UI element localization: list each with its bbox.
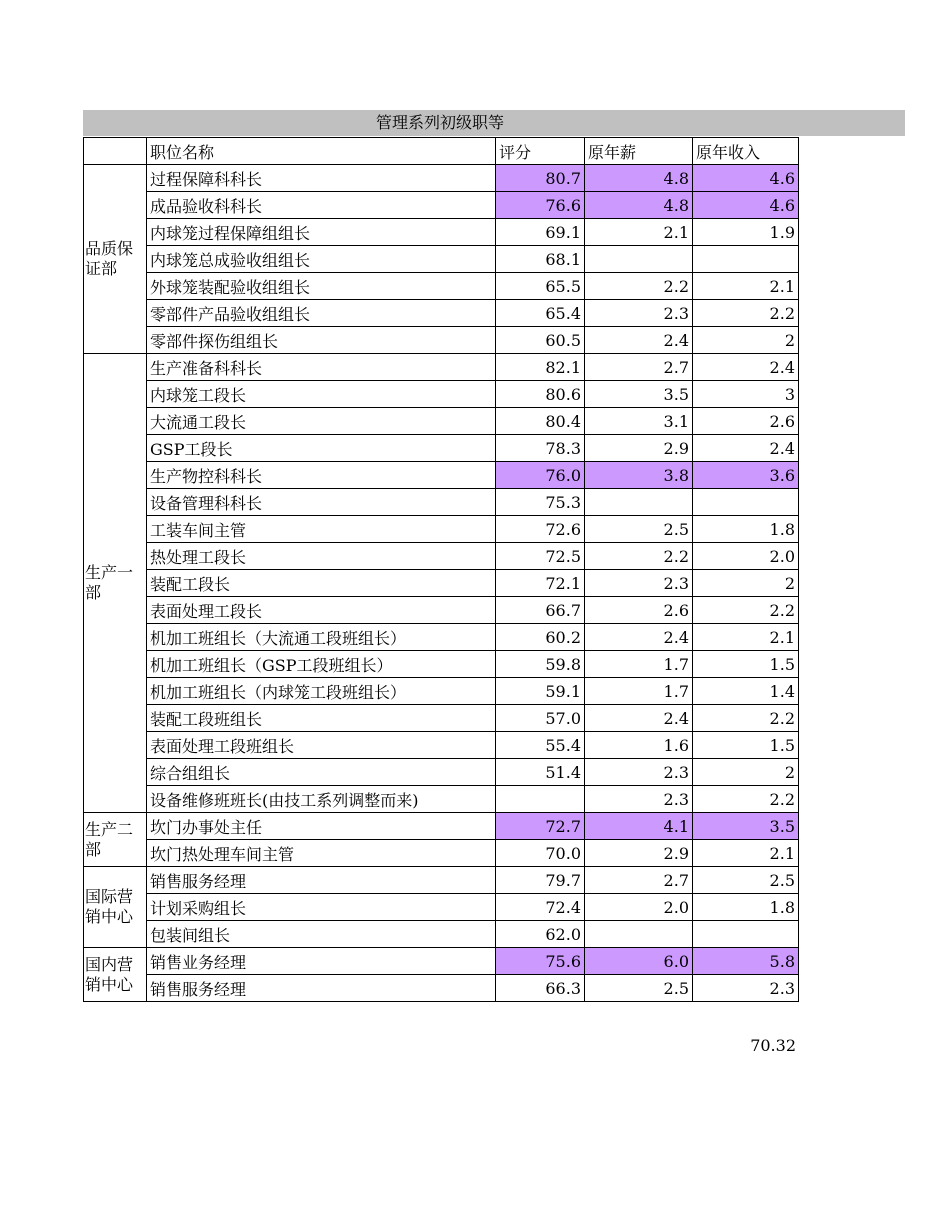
position-name-cell: 销售服务经理 (147, 867, 496, 894)
original-salary-cell (585, 921, 693, 948)
score-cell: 65.4 (496, 300, 585, 327)
score-cell: 82.1 (496, 354, 585, 381)
original-salary-cell: 2.2 (585, 273, 693, 300)
table-row (84, 489, 799, 516)
score-cell: 76.6 (496, 192, 585, 219)
original-income-cell: 4.6 (693, 192, 799, 219)
original-income-cell (693, 921, 799, 948)
score-cell: 72.7 (496, 813, 585, 840)
table-row (84, 813, 799, 840)
position-name-cell: 工装车间主管 (147, 516, 496, 543)
original-salary-cell: 4.8 (585, 165, 693, 192)
original-income-cell: 2.3 (693, 975, 799, 1002)
header-position-name: 职位名称 (147, 138, 496, 165)
original-salary-cell (585, 489, 693, 516)
score-cell: 70.0 (496, 840, 585, 867)
score-cell: 72.5 (496, 543, 585, 570)
grade-table (83, 137, 799, 1002)
position-name-cell: 表面处理工段班组长 (147, 732, 496, 759)
position-name-cell: 机加工班组长（内球笼工段班组长） (147, 678, 496, 705)
position-name-cell: 大流通工段长 (147, 408, 496, 435)
original-salary-cell: 2.9 (585, 840, 693, 867)
score-cell: 62.0 (496, 921, 585, 948)
table-row (84, 408, 799, 435)
header-original-income: 原年收入 (693, 138, 799, 165)
original-salary-cell: 2.3 (585, 759, 693, 786)
table-row (84, 894, 799, 921)
original-salary-cell: 2.4 (585, 327, 693, 354)
score-cell: 80.6 (496, 381, 585, 408)
department-cell: 生产一部 (84, 354, 147, 813)
original-income-cell: 4.6 (693, 165, 799, 192)
score-cell: 80.4 (496, 408, 585, 435)
original-income-cell: 2 (693, 570, 799, 597)
table-row (84, 921, 799, 948)
table-row (84, 516, 799, 543)
original-income-cell: 2.2 (693, 786, 799, 813)
position-name-cell: 销售服务经理 (147, 975, 496, 1002)
position-name-cell: 零部件探伤组组长 (147, 327, 496, 354)
table-title-bar (83, 110, 905, 136)
table-row (84, 867, 799, 894)
score-cell: 79.7 (496, 867, 585, 894)
score-cell: 51.4 (496, 759, 585, 786)
original-salary-cell: 2.3 (585, 300, 693, 327)
original-salary-cell: 2.3 (585, 786, 693, 813)
original-salary-cell: 2.7 (585, 867, 693, 894)
original-income-cell (693, 489, 799, 516)
original-income-cell: 2.2 (693, 300, 799, 327)
original-salary-cell: 3.1 (585, 408, 693, 435)
original-income-cell: 3.5 (693, 813, 799, 840)
table-row (84, 300, 799, 327)
position-name-cell: 生产准备科科长 (147, 354, 496, 381)
table-row (84, 570, 799, 597)
score-cell: 60.5 (496, 327, 585, 354)
position-name-cell: 过程保障科科长 (147, 165, 496, 192)
header-dept (84, 138, 147, 165)
table-row (84, 381, 799, 408)
original-income-cell: 1.5 (693, 732, 799, 759)
table-row (84, 705, 799, 732)
score-cell: 80.7 (496, 165, 585, 192)
department-cell: 生产二部 (84, 813, 147, 867)
score-cell: 66.3 (496, 975, 585, 1002)
original-salary-cell: 2.3 (585, 570, 693, 597)
original-salary-cell: 2.5 (585, 516, 693, 543)
table-row (84, 435, 799, 462)
department-cell: 国内营销中心 (84, 948, 147, 1002)
original-salary-cell: 3.8 (585, 462, 693, 489)
original-salary-cell: 2.4 (585, 624, 693, 651)
position-name-cell: 坎门热处理车间主管 (147, 840, 496, 867)
original-salary-cell: 6.0 (585, 948, 693, 975)
position-name-cell: 装配工段班组长 (147, 705, 496, 732)
score-cell: 59.1 (496, 678, 585, 705)
original-salary-cell: 2.4 (585, 705, 693, 732)
score-cell: 72.4 (496, 894, 585, 921)
table-row (84, 948, 799, 975)
original-income-cell: 1.8 (693, 516, 799, 543)
original-income-cell: 2.4 (693, 435, 799, 462)
score-cell: 55.4 (496, 732, 585, 759)
original-income-cell: 5.8 (693, 948, 799, 975)
position-name-cell: 机加工班组长（GSP工段班组长） (147, 651, 496, 678)
original-income-cell: 2.0 (693, 543, 799, 570)
header-original-salary: 原年薪 (585, 138, 693, 165)
table-row (84, 192, 799, 219)
original-salary-cell: 2.5 (585, 975, 693, 1002)
position-name-cell: 内球笼过程保障组组长 (147, 219, 496, 246)
original-salary-cell: 3.5 (585, 381, 693, 408)
original-income-cell: 2 (693, 327, 799, 354)
original-income-cell: 3 (693, 381, 799, 408)
score-cell: 72.1 (496, 570, 585, 597)
original-salary-cell: 2.0 (585, 894, 693, 921)
header-score: 评分 (496, 138, 585, 165)
original-salary-cell: 4.8 (585, 192, 693, 219)
score-cell: 75.6 (496, 948, 585, 975)
score-cell: 75.3 (496, 489, 585, 516)
table-row (84, 543, 799, 570)
score-cell: 69.1 (496, 219, 585, 246)
original-salary-cell: 4.1 (585, 813, 693, 840)
original-income-cell: 2.6 (693, 408, 799, 435)
original-income-cell: 2.1 (693, 624, 799, 651)
table-row (84, 624, 799, 651)
original-salary-cell: 2.7 (585, 354, 693, 381)
position-name-cell: 装配工段长 (147, 570, 496, 597)
score-cell (496, 786, 585, 813)
original-salary-cell: 1.6 (585, 732, 693, 759)
position-name-cell: 包装间组长 (147, 921, 496, 948)
table-title: 管理系列初级职等 (375, 113, 504, 132)
original-salary-cell: 2.1 (585, 219, 693, 246)
position-name-cell: 设备管理科科长 (147, 489, 496, 516)
table-row (84, 786, 799, 813)
table-row (84, 597, 799, 624)
original-income-cell: 2.2 (693, 705, 799, 732)
position-name-cell: 综合组组长 (147, 759, 496, 786)
table-row (84, 975, 799, 1002)
original-salary-cell: 1.7 (585, 651, 693, 678)
original-salary-cell: 2.9 (585, 435, 693, 462)
position-name-cell: 热处理工段长 (147, 543, 496, 570)
table-row (84, 678, 799, 705)
original-income-cell: 1.4 (693, 678, 799, 705)
original-salary-cell (585, 246, 693, 273)
position-name-cell: 设备维修班班长(由技工系列调整而来) (147, 786, 496, 813)
score-average: 70.32 (750, 1036, 796, 1055)
department-cell: 品质保证部 (84, 165, 147, 354)
original-income-cell: 2 (693, 759, 799, 786)
original-income-cell (693, 246, 799, 273)
position-name-cell: 外球笼装配验收组组长 (147, 273, 496, 300)
original-income-cell: 2.5 (693, 867, 799, 894)
table-row (84, 462, 799, 489)
table-row (84, 354, 799, 381)
header-row (84, 138, 799, 165)
table-row (84, 759, 799, 786)
table-row (84, 165, 799, 192)
original-income-cell: 2.1 (693, 273, 799, 300)
table-row (84, 732, 799, 759)
original-income-cell: 1.8 (693, 894, 799, 921)
original-salary-cell: 2.6 (585, 597, 693, 624)
score-cell: 76.0 (496, 462, 585, 489)
position-name-cell: 坎门办事处主任 (147, 813, 496, 840)
score-cell: 65.5 (496, 273, 585, 300)
score-cell: 78.3 (496, 435, 585, 462)
table-row (84, 651, 799, 678)
position-name-cell: 零部件产品验收组组长 (147, 300, 496, 327)
position-name-cell: 表面处理工段长 (147, 597, 496, 624)
position-name-cell: 计划采购组长 (147, 894, 496, 921)
original-income-cell: 2.1 (693, 840, 799, 867)
position-name-cell: 内球笼总成验收组组长 (147, 246, 496, 273)
table-row (84, 840, 799, 867)
original-income-cell: 1.9 (693, 219, 799, 246)
table-row (84, 246, 799, 273)
original-income-cell: 3.6 (693, 462, 799, 489)
original-salary-cell: 2.2 (585, 543, 693, 570)
original-income-cell: 1.5 (693, 651, 799, 678)
original-income-cell: 2.4 (693, 354, 799, 381)
position-name-cell: GSP工段长 (147, 435, 496, 462)
score-cell: 66.7 (496, 597, 585, 624)
original-income-cell: 2.2 (693, 597, 799, 624)
score-cell: 57.0 (496, 705, 585, 732)
position-name-cell: 机加工班组长（大流通工段班组长） (147, 624, 496, 651)
table-row (84, 219, 799, 246)
score-cell: 72.6 (496, 516, 585, 543)
position-name-cell: 生产物控科科长 (147, 462, 496, 489)
department-cell: 国际营销中心 (84, 867, 147, 948)
original-salary-cell: 1.7 (585, 678, 693, 705)
table-row (84, 273, 799, 300)
position-name-cell: 成品验收科科长 (147, 192, 496, 219)
score-cell: 60.2 (496, 624, 585, 651)
score-cell: 68.1 (496, 246, 585, 273)
position-name-cell: 销售业务经理 (147, 948, 496, 975)
position-name-cell: 内球笼工段长 (147, 381, 496, 408)
table-row (84, 327, 799, 354)
score-cell: 59.8 (496, 651, 585, 678)
